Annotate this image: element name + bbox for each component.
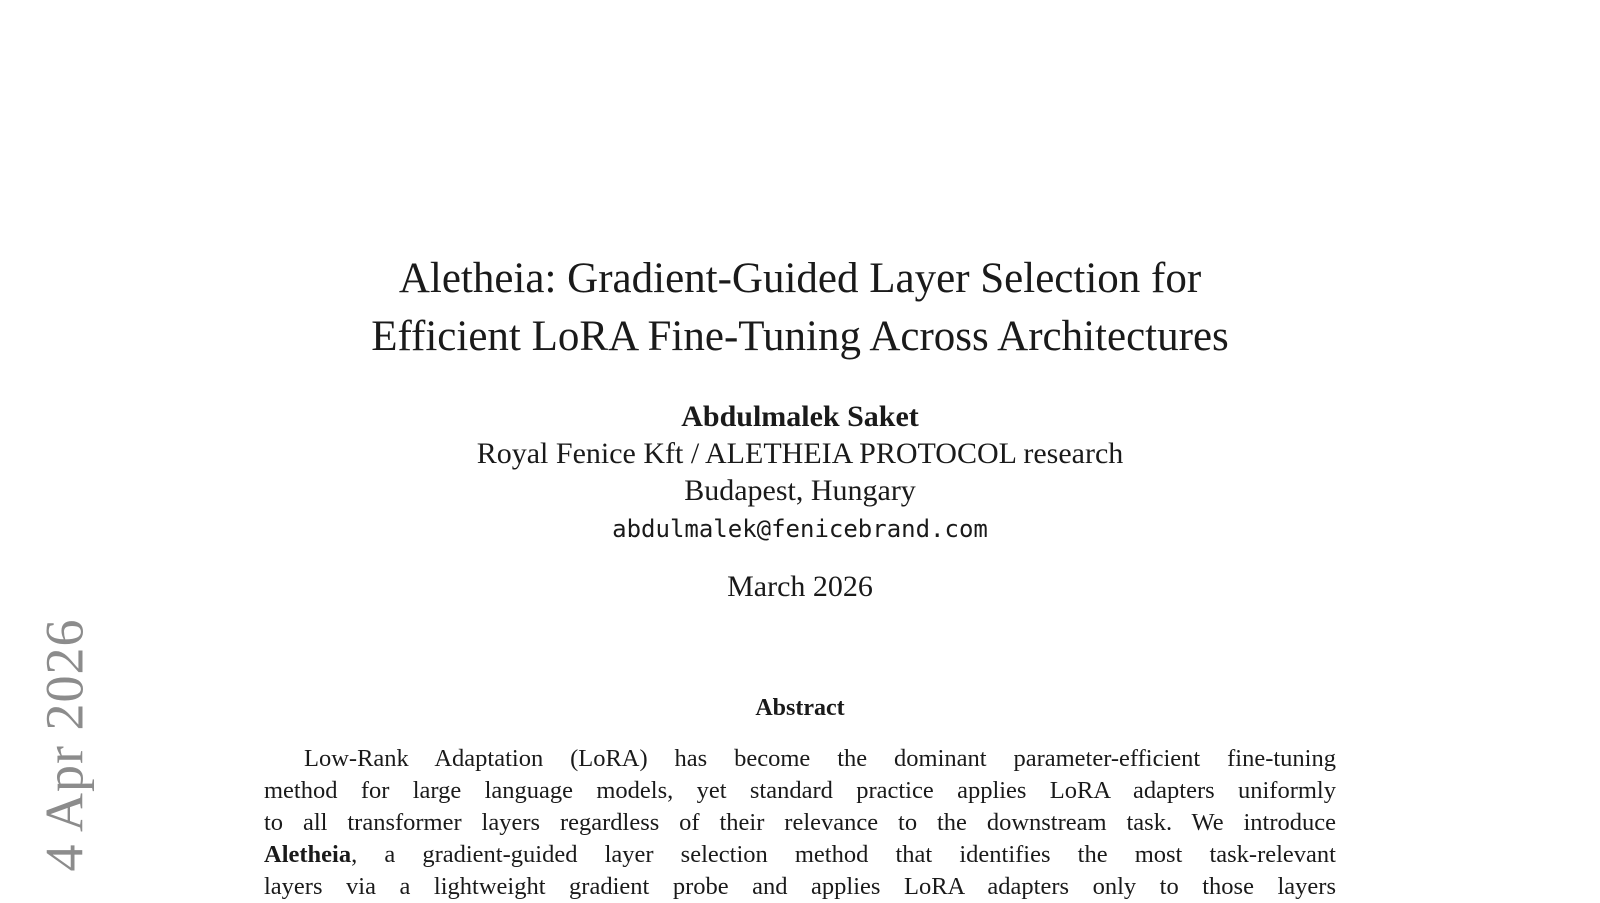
title-line-2: Efficient LoRA Fine-Tuning Across Architectures bbox=[371, 313, 1229, 360]
abstract-heading: Abstract bbox=[755, 695, 845, 721]
abstract-body bbox=[264, 743, 1336, 903]
title-line-1: Aletheia: Gradient-Guided Layer Selection for bbox=[398, 255, 1202, 302]
author-block bbox=[0, 398, 1600, 549]
side-stamp-date: 4 Apr 2026 bbox=[34, 618, 94, 872]
paper-date: March 2026 bbox=[727, 570, 873, 603]
abstract-line: to all transformer layers regardless of their relevance to the downstream task. We introduce bbox=[264, 809, 1336, 836]
method-name: Aletheia bbox=[264, 841, 352, 868]
author-name: Abdulmalek Saket bbox=[681, 400, 919, 433]
paper-title bbox=[0, 250, 1600, 366]
abstract-line: method for large language models, yet standard practice applies LoRA adapters uniformly bbox=[264, 777, 1336, 804]
abstract-line: Low-Rank Adaptation (LoRA) has become the dominant parameter-efficient fine-tuning bbox=[304, 745, 1336, 772]
abstract-line: layers via a lightweight gradient probe and applies LoRA adapters only to those layers bbox=[264, 873, 1336, 900]
author-email: abdulmalek@fenicebrand.com bbox=[612, 515, 988, 543]
author-location: Budapest, Hungary bbox=[684, 474, 916, 507]
abstract-line bbox=[264, 839, 1336, 871]
arxiv-side-stamp bbox=[24, 605, 104, 885]
abstract-line-text: , a gradient-guided layer selection method that identifies the most task-relevant bbox=[351, 841, 1336, 868]
author-affiliation: Royal Fenice Kft / ALETHEIA PROTOCOL research bbox=[476, 437, 1124, 470]
